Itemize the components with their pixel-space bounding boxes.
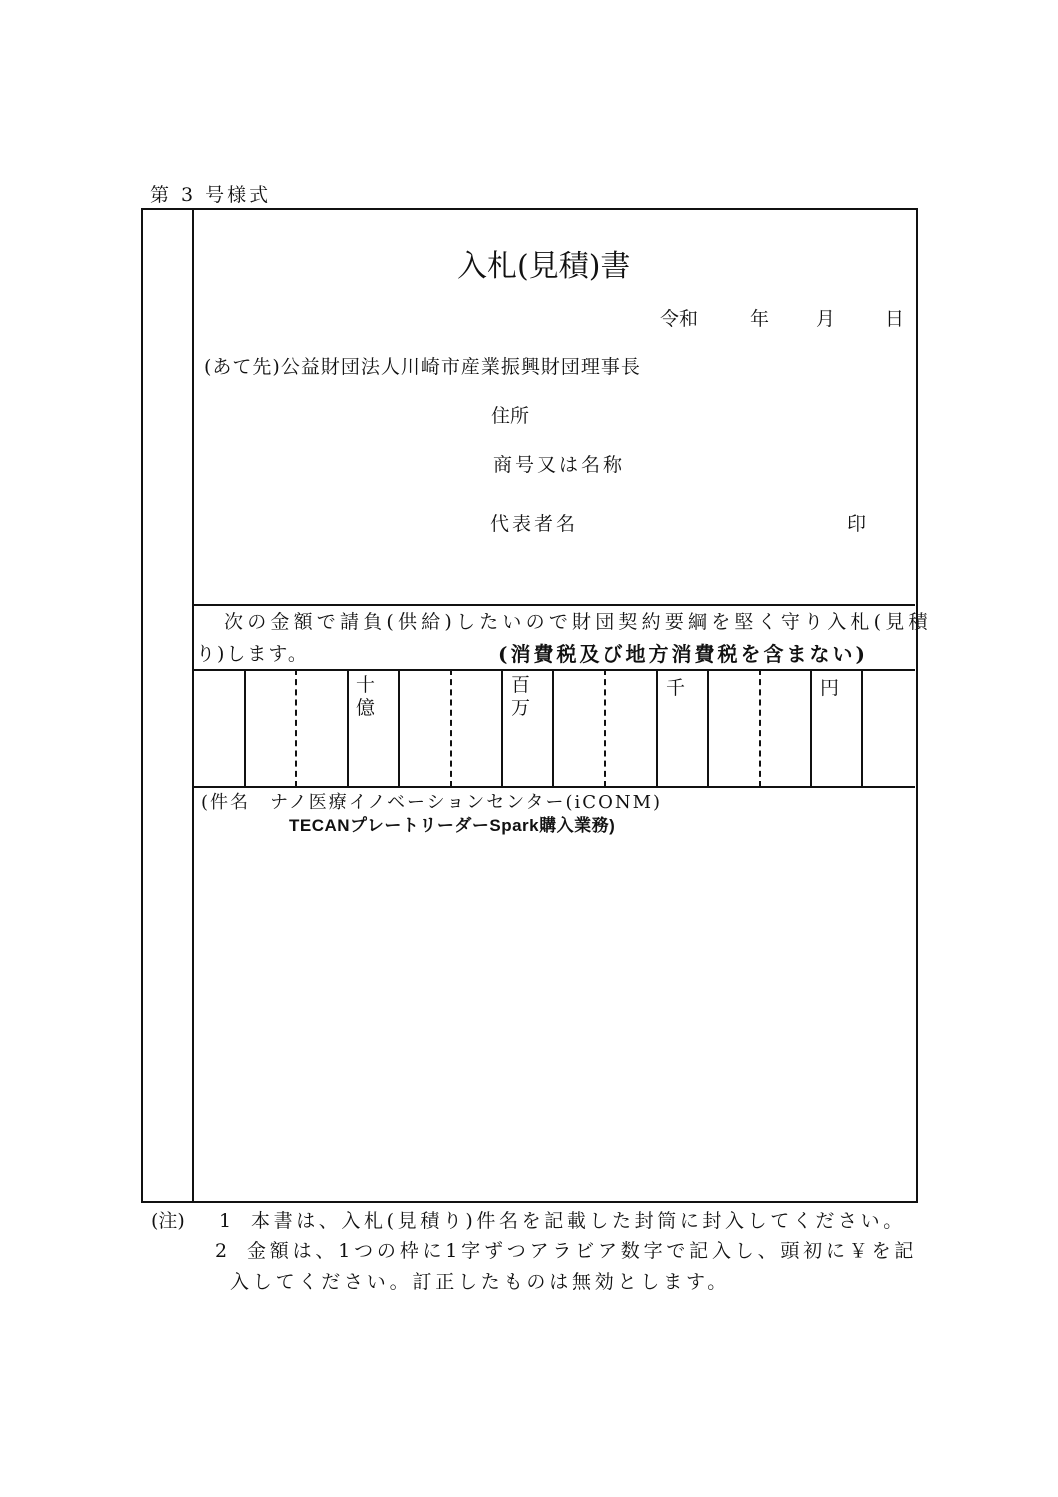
amount-cell-divider — [501, 669, 503, 787]
amount-cell-divider — [398, 669, 400, 787]
representative-label: 代表者名 — [490, 513, 579, 535]
notes-label: (注) — [151, 1210, 185, 1232]
unit-yen: 円 — [820, 677, 840, 699]
unit-oku: 億 — [356, 697, 376, 719]
unit-sen: 千 — [666, 677, 686, 699]
amount-cell-divider — [552, 669, 554, 787]
amount-cell-divider — [656, 669, 658, 787]
amount-cell-divider — [707, 669, 709, 787]
amount-cell-divider — [450, 669, 452, 787]
amount-cell-divider — [295, 669, 297, 787]
address-label: 住所 — [491, 405, 530, 427]
tax-exclusion-note: (消費税及び地方消費税を含まない) — [498, 642, 868, 666]
date-era: 令和 — [660, 308, 699, 330]
date-day: 日 — [885, 308, 905, 330]
amount-cell-divider — [244, 669, 246, 787]
statement-line-1: 次の金額で請負(供給)したいので財団契約要綱を堅く守り入札(見積 — [224, 611, 932, 633]
subject-line-2: TECANプレートリーダーSpark購入業務) — [289, 816, 616, 835]
margin-column-divider — [192, 208, 194, 1201]
unit-ten: 十 — [356, 674, 376, 696]
form-number: 第 3 号様式 — [150, 184, 272, 206]
document-title: 入札(見積)書 — [457, 249, 631, 284]
company-name-label: 商号又は名称 — [493, 454, 626, 476]
amount-cell-divider — [759, 669, 761, 787]
amount-cell-divider — [347, 669, 349, 787]
unit-hyaku: 百 — [511, 674, 531, 696]
amount-cell-divider — [604, 669, 606, 787]
date-month: 月 — [816, 308, 836, 330]
date-year: 年 — [750, 308, 770, 330]
note-1-text: 本書は、入札(見積り)件名を記載した封筒に封入してください。 — [251, 1210, 906, 1232]
seal-mark: 印 — [847, 513, 867, 535]
statement-line-2: り)します。 — [196, 643, 309, 665]
addressee: (あて先)公益財団法人川崎市産業振興財団理事長 — [204, 356, 641, 378]
amount-cell-divider — [861, 669, 863, 787]
note-2-text: 金額は、1つの枠に1字ずつアラビア数字で記入し、頭初に￥を記 — [247, 1240, 918, 1262]
note-1-number: 1 — [219, 1210, 232, 1232]
note-2-continuation: 入してください。訂正したものは無効とします。 — [230, 1271, 731, 1293]
subject-line-1: (件名 ナノ医療イノベーションセンター(iCONM) — [201, 792, 663, 813]
note-2-number: 2 — [215, 1240, 228, 1262]
amount-cell-divider — [810, 669, 812, 787]
unit-man: 万 — [511, 697, 531, 719]
statement-divider — [192, 604, 915, 606]
